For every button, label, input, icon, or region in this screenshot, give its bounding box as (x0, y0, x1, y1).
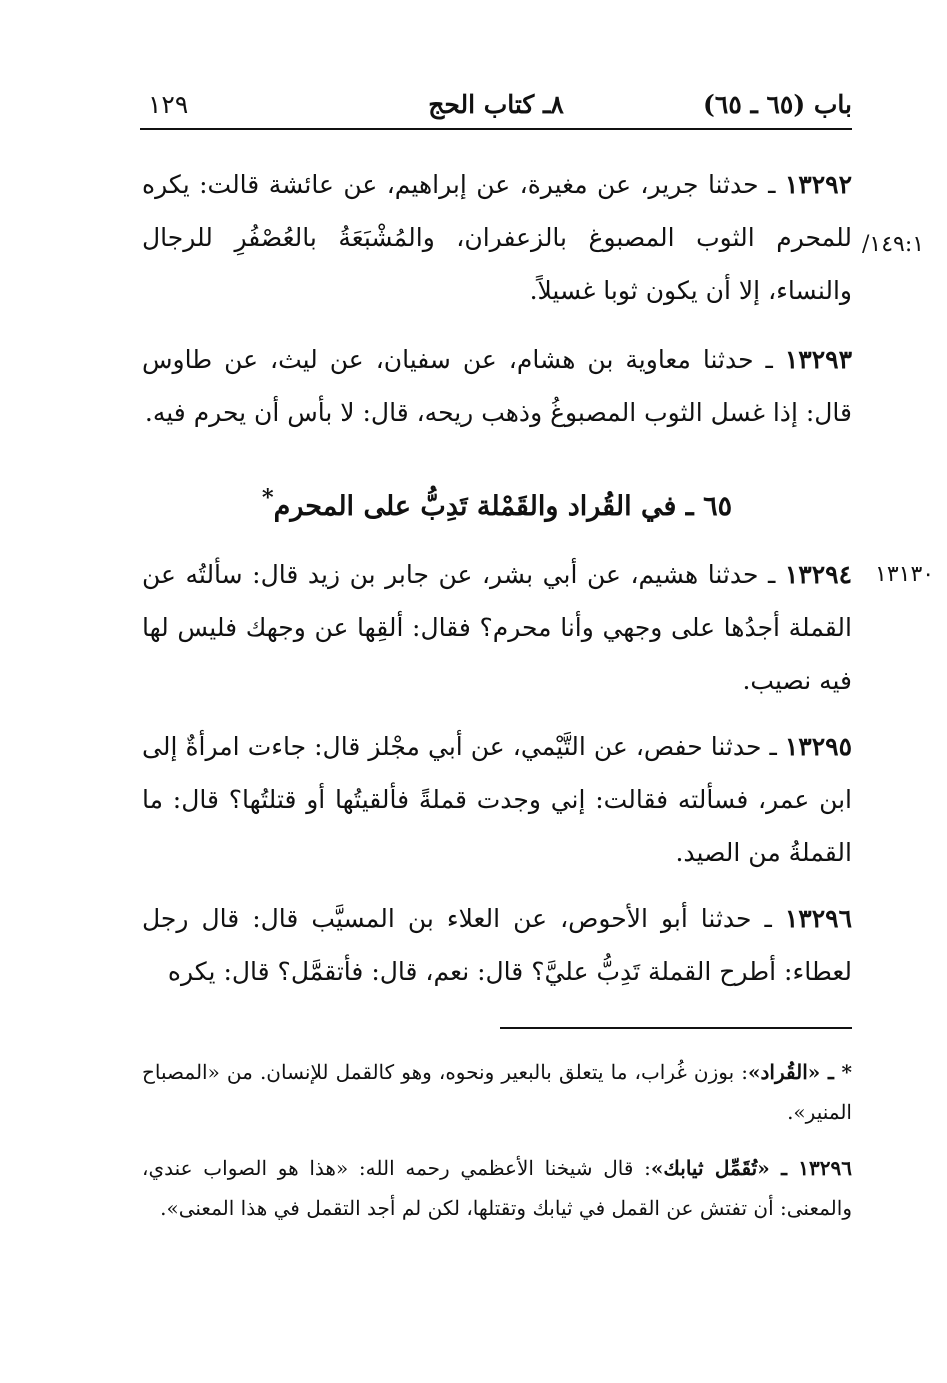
page-header (140, 88, 852, 122)
page-number: ١٢٩ (148, 90, 189, 119)
footnote-term: «تُقَمِّل ثيابك» (650, 1156, 770, 1180)
chapter-range: باب (٦٥ ـ ٦٥) (703, 90, 852, 119)
footnote (142, 1052, 852, 1132)
hadith-text: ـ حدثنا أبو الأحوص، عن العلاء بن المسيَّب قال: قال رجل لعطاء: أطرح القملة تَدِبُّ عليَّ؟ قال: نعم، قال: فأتقمَّل؟ قال: يكره (142, 904, 852, 986)
hadith-text: ـ حدثنا حفص، عن التَّيْمي، عن أبي مجْلز قال: جاءت امرأةٌ إلى ابن عمر، فسألته فقالت: إني وجدت قملةً فألقيتُها أو قتلتُها؟ قال: ما القملةُ من الصيد. (142, 732, 852, 867)
margin-reference: ١٣١٣٠ (875, 562, 935, 587)
book-title: ٨ـ كتاب الحج (428, 90, 564, 119)
footnote-lead: * ـ (820, 1060, 852, 1084)
footnote-term: «القُراد» (748, 1060, 821, 1084)
hadith-text: ـ حدثنا هشيم، عن أبي بشر، عن جابر بن زيد قال: سألتُه عن القملة أجدُها على وجهي وأنا محرم؟ فقال: ألقِها عن وجهك فليس لها فيه نصيب. (142, 560, 852, 695)
hadith-text: ـ حدثنا جرير، عن مغيرة، عن إبراهيم، عن عائشة قالت: يكره للمحرم الثوب المصبوغ بالزعفران، والمُشْبَعَةُ بالعُصْفُرِ للرجال والنساء، إلا أن يكون ثوبا غسيلاً. (142, 170, 852, 305)
footnote-text: : بوزن غُراب، ما يتعلق بالبعير ونحوه، وهو كالقمل للإنسان. من «المصباح المنير». (142, 1060, 852, 1124)
hadith-text: ـ حدثنا معاوية بن هشام، عن سفيان، عن ليث، عن طاوس قال: إذا غسل الثوب المصبوغُ وذهب ريحه، قال: لا بأس أن يحرم فيه. (142, 345, 852, 427)
footnote (142, 1148, 852, 1228)
hadith-number: ١٣٢٩٣ (784, 345, 852, 374)
hadith-paragraph (142, 333, 852, 439)
hadith-paragraph (142, 720, 852, 879)
footnote-rule (500, 1027, 852, 1029)
hadith-paragraph (142, 548, 852, 707)
footnote-text: : قال شيخنا الأعظمي رحمه الله: «هذا هو الصواب عندي، والمعنى: أن تفتش عن القمل في ثيابك وتقتلها، لكن لم أجد التقمل في هذا المعنى». (142, 1156, 852, 1220)
section-heading (142, 476, 852, 520)
hadith-paragraph (142, 892, 852, 998)
hadith-number: ١٣٢٩٤ (784, 560, 852, 589)
hadith-number: ١٣٢٩٢ (784, 170, 852, 199)
footnote-star: * (261, 485, 274, 511)
hadith-number: ١٣٢٩٦ (784, 904, 852, 933)
hadith-number: ١٣٢٩٥ (784, 732, 852, 761)
hadith-paragraph (142, 158, 852, 317)
header-rule (140, 128, 852, 130)
margin-reference: ١٤٩:١/ (862, 232, 925, 257)
footnote-lead: ١٣٢٩٦ ـ (769, 1156, 852, 1180)
section-title: ٦٥ ـ في القُراد والقَمْلة تَدِبُّ على المحرم (273, 491, 733, 522)
